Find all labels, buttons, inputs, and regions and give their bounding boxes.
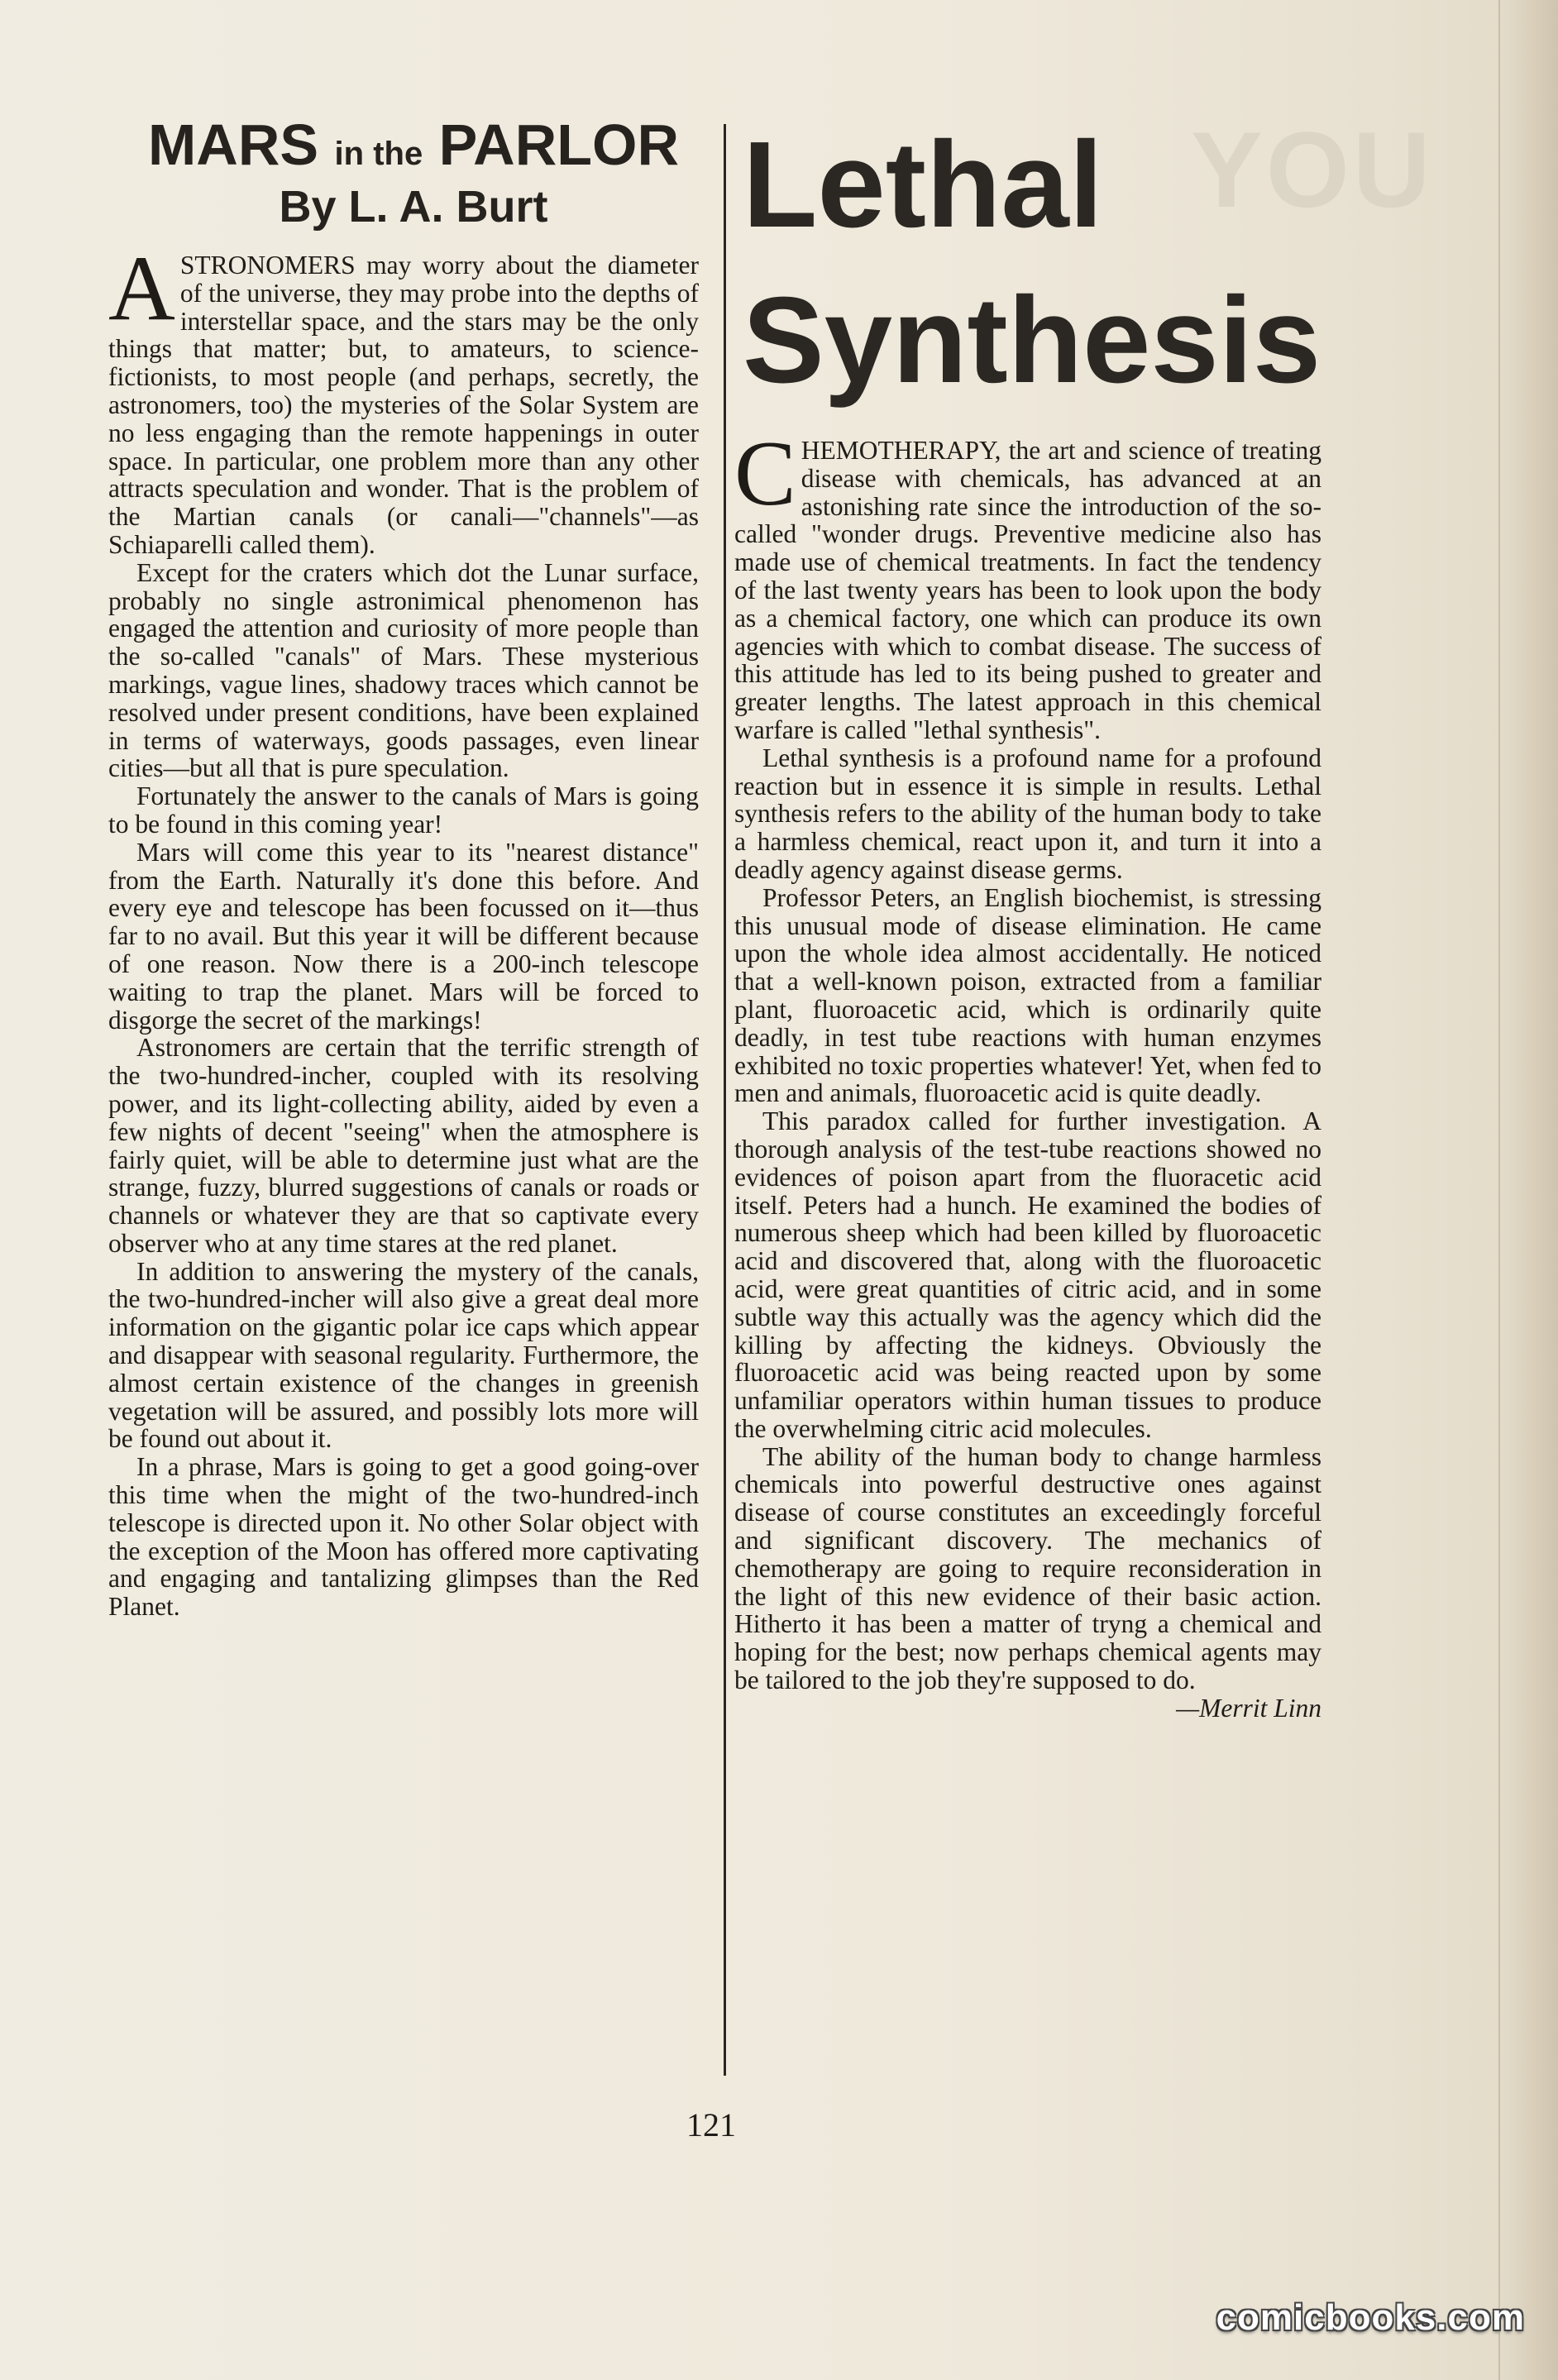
paragraph: Except for the craters which dot the Lunar surface, probably no single astronimical phenomenon has engaged the attention and curiosity of more people than the so-called "canals" of Mars. These mysterious markings, vague lines, shadowy traces which cannot be resolved under present conditions, have been explained in terms of waterways, goods passages, even linear cities—but all that is pure speculation.: [108, 557, 699, 783]
paragraph: Astronomers are certain that the terrific strength of the two-hundred-incher, coupled with its resolving power, and its light-collecting ability, aided by even a few nights of decent "seeing" when the atmosphere is fairly quiet, will be able to determine just what are the strange, fuzzy, blurred suggestions of canals or roads or channels or whatever they are that so captivate every observer who at any time stares at the red planet.: [108, 1033, 699, 1258]
bleed-through-text: YOU: [1191, 109, 1434, 230]
paragraph: ASTRONOMERS may worry about the diameter of the universe, they may probe into the depths of interstellar space, and the stars may be the only things that matter; but, to amateurs, to science-fictionists, to most people (and perhaps, secretly, the astronomers, too) the mysteries of the Solar System are no less engaging than the remote happenings in outer space. In particular, one problem more than any other attracts speculation and wonder. That is the problem of the Martian canals (or canali—"channels"—as Schiaparelli called them).: [108, 237, 699, 559]
paragraph: CHEMOTHERAPY, the art and science of treating disease with chemicals, has advanced at an astonishing rate since the introduction of the so-called "wonder drugs. Preventive medicine also has made use of chemical treatments. In fact the tendency of the last twenty years has been to look upon the body as a chemical factory, one which can produce its own agencies with which to combat disease. The success of this attitude has led to its being pushed to greater and greater lengths. The latest approach in this chemical warfare is called "lethal synthesis".: [734, 423, 1321, 744]
article-title-mars: [116, 112, 711, 187]
paragraph: In a phrase, Mars is going to get a good going-over this time when the might of the two-hundred-inch telescope is directed upon it. No other Solar object with the exception of the Moon has offered more captivating and engaging and tantalizing glimpses than the Red Planet.: [108, 1452, 699, 1622]
title-line-synthesis: Synthesis: [743, 272, 1321, 409]
title-line-lethal: Lethal: [743, 117, 1103, 253]
drop-cap: A: [108, 237, 175, 340]
column-divider: [724, 124, 726, 2076]
article-title-lethal-synthesis: [743, 108, 1338, 418]
article-byline: By L. A. Burt: [279, 182, 548, 232]
title-words-in-the: in the: [334, 136, 423, 172]
left-article-body: [108, 237, 699, 1622]
page-edge: [1498, 0, 1558, 2380]
right-article-body: [734, 423, 1321, 1723]
paragraph: In addition to answering the mystery of the canals, the two-hundred-incher will also give a great deal more information on the gigantic polar ice caps which appear and disappear with seasonal regularity. Furthermore, the almost certain existence of the changes in greenish vegetation will be assured, and possibly lots more will be found out about it.: [108, 1256, 699, 1454]
paragraph: Professor Peters, an English biochemist, is stressing this unusual mode of disease elimination. He came upon the whole idea almost accidentally. He noticed that a well-known poison, extracted from a familiar plant, fluoroacetic acid, which is ordinarily quite deadly, in test tube reactions with human enzymes exhibited no toxic properties whatever! Yet, when fed to men and animals, fluoroacetic acid is quite deadly.: [734, 882, 1321, 1108]
paragraph: Lethal synthesis is a profound name for a profound reaction but in essence it is simple in results. Lethal synthesis refers to the ability of the human body to take a harmless chemical, react upon it, and turn it into a deadly agency against disease germs.: [734, 743, 1321, 884]
title-word-parlor: PARLOR: [438, 112, 680, 177]
paragraph: The ability of the human body to change harmless chemicals into powerful destructive ones against disease of course constitutes an exceedingly forceful and significant discovery. The mechanics of chemotherapy are going to require reconsideration in the light of this new evidence of their basic action. Hitherto it has been a matter of tryng a chemical and hoping for the best; now perhaps chemical agents may be tailored to the job they're supposed to do.: [734, 1441, 1321, 1695]
drop-cap: C: [734, 423, 796, 525]
paragraph: Mars will come this year to its "nearest distance" from the Earth. Naturally it's done this before. And every eye and telescope has been focussed on it—thus far to no avail. But this year it will be different because of one reason. Now there is a 200-inch telescope waiting to trap the planet. Mars will be forced to disgorge the secret of the markings!: [108, 837, 699, 1035]
watermark-logo: comicbooks.com: [1216, 2297, 1525, 2338]
paragraph: This paradox called for further investigation. A thorough analysis of the test-tube reactions showed no evidences of poison apart from the fluoracetic acid itself. Peters had a hunch. He examined the bodies of numerous sheep which had been killed by fluoroacetic acid and discovered that, along with the fluoroacetic acid, were great quantities of citric acid, and in some subtle way this actually was the agency which did the killing by affecting the kidneys. Obviously the fluoroacetic acid was being reacted upon by some unfamiliar operators within human tissues to produce the overwhelming citric acid molecules.: [734, 1106, 1321, 1443]
title-word-mars: MARS: [147, 112, 319, 177]
page-number: 121: [686, 2106, 736, 2143]
paragraph: Fortunately the answer to the canals of Mars is going to be found in this coming year!: [108, 781, 699, 839]
author-signature: —Merrit Linn: [1176, 1693, 1321, 1723]
